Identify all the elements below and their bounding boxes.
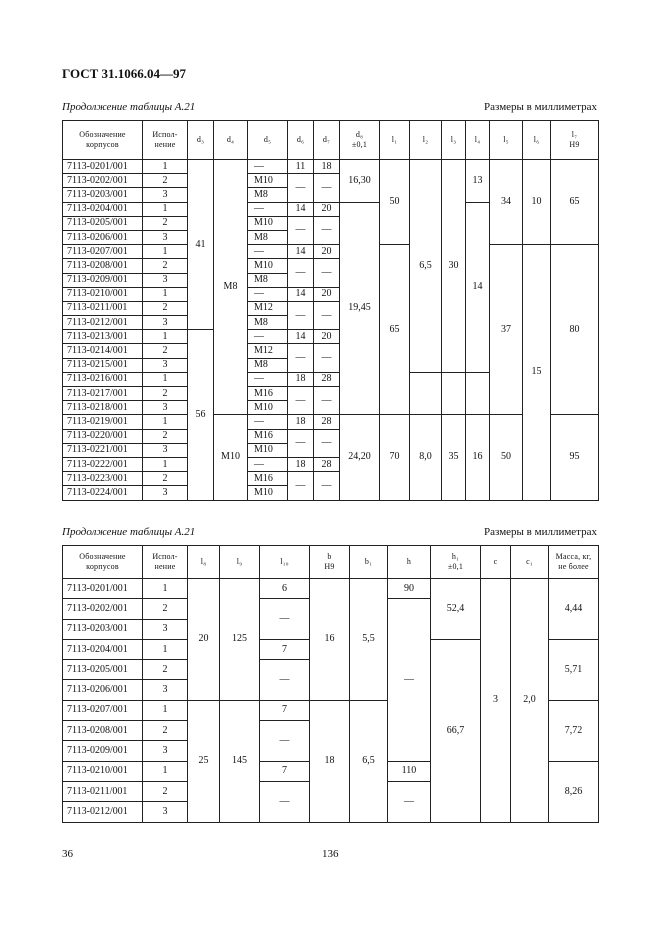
execution-cell: 2 [143, 599, 188, 619]
d3-cell: 41 [188, 160, 214, 330]
l3-blank-cell [442, 372, 466, 415]
l6-cell: 10 [523, 160, 551, 245]
header-designation: Обозначение корпусов [63, 121, 143, 160]
execution-cell: 3 [143, 316, 188, 330]
header-d3: d₃ [188, 121, 214, 160]
l10-cell: 7 [260, 761, 310, 781]
designation-cell: 7113-0220/001 [63, 429, 143, 443]
h-cell: 90 [388, 579, 431, 599]
designation-cell: 7113-0210/001 [63, 761, 143, 781]
d5-cell: M16 [248, 387, 288, 401]
d6-cell: 14 [288, 245, 314, 259]
d8-cell: 16,30 [340, 160, 380, 203]
l1-cell: 70 [380, 415, 410, 500]
designation-cell: 7113-0206/001 [63, 230, 143, 244]
d5-cell: M10 [248, 259, 288, 273]
l10-cell: — [260, 660, 310, 701]
l10-cell: 7 [260, 639, 310, 659]
d6-cell: — [288, 387, 314, 415]
d5-cell: M10 [248, 486, 288, 500]
page-number-center: 136 [322, 848, 339, 860]
header-d4: d₄ [214, 121, 248, 160]
d6-cell: 14 [288, 287, 314, 301]
d5-cell: M8 [248, 358, 288, 372]
execution-cell: 2 [143, 721, 188, 741]
d5-cell: M10 [248, 174, 288, 188]
designation-cell: 7113-0215/001 [63, 358, 143, 372]
designation-cell: 7113-0222/001 [63, 457, 143, 471]
d7-cell: — [314, 472, 340, 500]
designation-cell: 7113-0223/001 [63, 472, 143, 486]
designation-cell: 7113-0210/001 [63, 287, 143, 301]
d5-cell: M10 [248, 443, 288, 457]
d8-cell: 24,20 [340, 415, 380, 500]
designation-cell: 7113-0214/001 [63, 344, 143, 358]
mass-cell: 4,44 [549, 579, 599, 640]
d7-cell: — [314, 259, 340, 287]
designation-cell: 7113-0205/001 [63, 660, 143, 680]
designation-cell: 7113-0221/001 [63, 443, 143, 457]
d7-cell: 18 [314, 160, 340, 174]
units-caption: Размеры в миллиметрах [484, 101, 597, 113]
execution-cell: 1 [143, 639, 188, 659]
header-mass: Масса, кг, не более [549, 546, 599, 579]
d6-cell: — [288, 301, 314, 329]
l7-cell: 95 [551, 415, 599, 500]
d6-cell: 18 [288, 415, 314, 429]
table-row [63, 245, 599, 259]
header-d7: d₇ [314, 121, 340, 160]
d5-cell: — [248, 287, 288, 301]
d7-cell: 20 [314, 287, 340, 301]
l8-cell: 25 [188, 700, 220, 822]
header-l4: l₄ [466, 121, 490, 160]
designation-cell: 7113-0212/001 [63, 316, 143, 330]
d5-cell: M8 [248, 188, 288, 202]
d6-cell: — [288, 259, 314, 287]
l2-cell: 6,5 [410, 160, 442, 373]
l5-cell: 34 [490, 160, 523, 245]
l4-cell: 14 [466, 202, 490, 372]
designation-cell: 7113-0212/001 [63, 802, 143, 822]
execution-cell: 1 [143, 160, 188, 174]
l10-cell: 6 [260, 579, 310, 599]
execution-cell: 2 [143, 387, 188, 401]
designation-cell: 7113-0209/001 [63, 273, 143, 287]
b-cell: 18 [310, 700, 350, 822]
l2-cell: 8,0 [410, 415, 442, 500]
table-header-row [63, 546, 599, 579]
designation-cell: 7113-0209/001 [63, 741, 143, 761]
l6-cell: 15 [523, 245, 551, 500]
l8-cell: 20 [188, 579, 220, 701]
execution-cell: 1 [143, 415, 188, 429]
table-row [63, 160, 599, 174]
d7-cell: — [314, 387, 340, 415]
designation-cell: 7113-0203/001 [63, 188, 143, 202]
header-l7: l₇ H9 [551, 121, 599, 160]
header-d8: d₈ ±0,1 [340, 121, 380, 160]
mass-cell: 5,71 [549, 639, 599, 700]
d6-cell: 18 [288, 457, 314, 471]
l5-cell: 37 [490, 245, 523, 415]
execution-cell: 3 [143, 188, 188, 202]
h-cell: — [388, 599, 431, 761]
l7-cell: 65 [551, 160, 599, 245]
d6-cell: — [288, 429, 314, 457]
header-c1: c₁ [511, 546, 549, 579]
designation-cell: 7113-0219/001 [63, 415, 143, 429]
header-l10: l₁₀ [260, 546, 310, 579]
d6-cell: 14 [288, 330, 314, 344]
designation-cell: 7113-0207/001 [63, 245, 143, 259]
header-h: h [388, 546, 431, 579]
h1-cell: 66,7 [431, 639, 481, 822]
execution-cell: 3 [143, 802, 188, 822]
l4-cell: 16 [466, 415, 490, 500]
mass-cell: 7,72 [549, 700, 599, 761]
execution-cell: 2 [143, 472, 188, 486]
execution-cell: 2 [143, 301, 188, 315]
execution-cell: 2 [143, 259, 188, 273]
h-cell: 110 [388, 761, 431, 781]
execution-cell: 3 [143, 358, 188, 372]
table-continuation-caption-2: Продолжение таблицы А.21 [62, 526, 196, 538]
header-b1: b₁ [350, 546, 388, 579]
execution-cell: 2 [143, 216, 188, 230]
header-l3: l₃ [442, 121, 466, 160]
b-cell: 16 [310, 579, 350, 701]
designation-cell: 7113-0204/001 [63, 639, 143, 659]
table-continuation-caption: Продолжение таблицы А.21 [62, 101, 196, 113]
header-d6: d₆ [288, 121, 314, 160]
header-l8: l₈ [188, 546, 220, 579]
d5-cell: — [248, 160, 288, 174]
designation-cell: 7113-0203/001 [63, 619, 143, 639]
l10-cell: — [260, 781, 310, 822]
h1-cell: 52,4 [431, 579, 481, 640]
designation-cell: 7113-0211/001 [63, 781, 143, 801]
designation-cell: 7113-0201/001 [63, 579, 143, 599]
d7-cell: 28 [314, 457, 340, 471]
d5-cell: — [248, 202, 288, 216]
dimensions-table-1 [62, 120, 599, 501]
h-cell: — [388, 781, 431, 822]
document-title: ГОСТ 31.1066.04—97 [62, 66, 187, 81]
execution-cell: 1 [143, 287, 188, 301]
designation-cell: 7113-0207/001 [63, 700, 143, 720]
l9-cell: 145 [220, 700, 260, 822]
execution-cell: 1 [143, 579, 188, 599]
designation-cell: 7113-0208/001 [63, 259, 143, 273]
c1-cell: 2,0 [511, 579, 549, 823]
d7-cell: 20 [314, 202, 340, 216]
header-execution: Испол-нение [143, 546, 188, 579]
l1-cell: 65 [380, 245, 410, 415]
designation-cell: 7113-0208/001 [63, 721, 143, 741]
header-l9: l₉ [220, 546, 260, 579]
header-l6: l₆ [523, 121, 551, 160]
execution-cell: 1 [143, 330, 188, 344]
d8-cell: 19,45 [340, 202, 380, 415]
l7-cell: 80 [551, 245, 599, 415]
designation-cell: 7113-0217/001 [63, 387, 143, 401]
c-cell: 3 [481, 579, 511, 823]
d6-cell: 11 [288, 160, 314, 174]
designation-cell: 7113-0211/001 [63, 301, 143, 315]
execution-cell: 3 [143, 273, 188, 287]
page-number-left: 36 [62, 848, 73, 860]
header-d5: d₅ [248, 121, 288, 160]
designation-cell: 7113-0202/001 [63, 599, 143, 619]
d7-cell: 20 [314, 245, 340, 259]
d6-cell: — [288, 472, 314, 500]
d7-cell: 28 [314, 415, 340, 429]
execution-cell: 1 [143, 372, 188, 386]
execution-cell: 2 [143, 174, 188, 188]
designation-cell: 7113-0204/001 [63, 202, 143, 216]
l10-cell: — [260, 721, 310, 762]
dimensions-table-2 [62, 545, 599, 823]
mass-cell: 8,26 [549, 761, 599, 822]
execution-cell: 3 [143, 741, 188, 761]
d5-cell: — [248, 330, 288, 344]
l4-cell: 13 [466, 160, 490, 203]
header-b: b H9 [310, 546, 350, 579]
header-execution: Испол-нение [143, 121, 188, 160]
d3-cell: 56 [188, 330, 214, 500]
d5-cell: — [248, 415, 288, 429]
header-l5: l₅ [490, 121, 523, 160]
d4-cell: M8 [214, 160, 248, 415]
d5-cell: M16 [248, 429, 288, 443]
execution-cell: 3 [143, 230, 188, 244]
execution-cell: 3 [143, 443, 188, 457]
b1-cell: 5,5 [350, 579, 388, 701]
designation-cell: 7113-0216/001 [63, 372, 143, 386]
d7-cell: — [314, 174, 340, 202]
units-caption-2: Размеры в миллиметрах [484, 526, 597, 538]
execution-cell: 3 [143, 401, 188, 415]
execution-cell: 2 [143, 344, 188, 358]
l5-cell: 50 [490, 415, 523, 500]
designation-cell: 7113-0224/001 [63, 486, 143, 500]
d6-cell: 14 [288, 202, 314, 216]
execution-cell: 1 [143, 202, 188, 216]
designation-cell: 7113-0218/001 [63, 401, 143, 415]
d5-cell: M8 [248, 273, 288, 287]
d7-cell: — [314, 344, 340, 372]
execution-cell: 3 [143, 680, 188, 700]
execution-cell: 1 [143, 457, 188, 471]
header-h1: h₁ ±0,1 [431, 546, 481, 579]
designation-cell: 7113-0206/001 [63, 680, 143, 700]
header-designation: Обозначение корпусов [63, 546, 143, 579]
d6-cell: — [288, 344, 314, 372]
designation-cell: 7113-0202/001 [63, 174, 143, 188]
b1-cell: 6,5 [350, 700, 388, 822]
designation-cell: 7113-0213/001 [63, 330, 143, 344]
execution-cell: 2 [143, 781, 188, 801]
d5-cell: M10 [248, 401, 288, 415]
d6-cell: — [288, 174, 314, 202]
execution-cell: 2 [143, 429, 188, 443]
table-row [63, 579, 599, 599]
d7-cell: 20 [314, 330, 340, 344]
table-row [63, 415, 599, 429]
d5-cell: M16 [248, 472, 288, 486]
execution-cell: 1 [143, 700, 188, 720]
l9-cell: 125 [220, 579, 260, 701]
l3-cell: 35 [442, 415, 466, 500]
l1-cell: 50 [380, 160, 410, 245]
d6-cell: — [288, 216, 314, 244]
d5-cell: — [248, 245, 288, 259]
d5-cell: M12 [248, 344, 288, 358]
l10-cell: — [260, 599, 310, 640]
execution-cell: 3 [143, 486, 188, 500]
d4-cell: M10 [214, 415, 248, 500]
header-c: c [481, 546, 511, 579]
d5-cell: M10 [248, 216, 288, 230]
d5-cell: M12 [248, 301, 288, 315]
designation-cell: 7113-0201/001 [63, 160, 143, 174]
designation-cell: 7113-0205/001 [63, 216, 143, 230]
d7-cell: — [314, 216, 340, 244]
execution-cell: 2 [143, 660, 188, 680]
d5-cell: — [248, 372, 288, 386]
l3-cell: 30 [442, 160, 466, 373]
d7-cell: — [314, 429, 340, 457]
header-l2: l₂ [410, 121, 442, 160]
d7-cell: 28 [314, 372, 340, 386]
d6-cell: 18 [288, 372, 314, 386]
d5-cell: M8 [248, 230, 288, 244]
execution-cell: 1 [143, 761, 188, 781]
execution-cell: 3 [143, 619, 188, 639]
table-header-row [63, 121, 599, 160]
d5-cell: — [248, 457, 288, 471]
execution-cell: 1 [143, 245, 188, 259]
header-l1: l₁ [380, 121, 410, 160]
l10-cell: 7 [260, 700, 310, 720]
d7-cell: — [314, 301, 340, 329]
d5-cell: M8 [248, 316, 288, 330]
l2-blank-cell [410, 372, 442, 415]
